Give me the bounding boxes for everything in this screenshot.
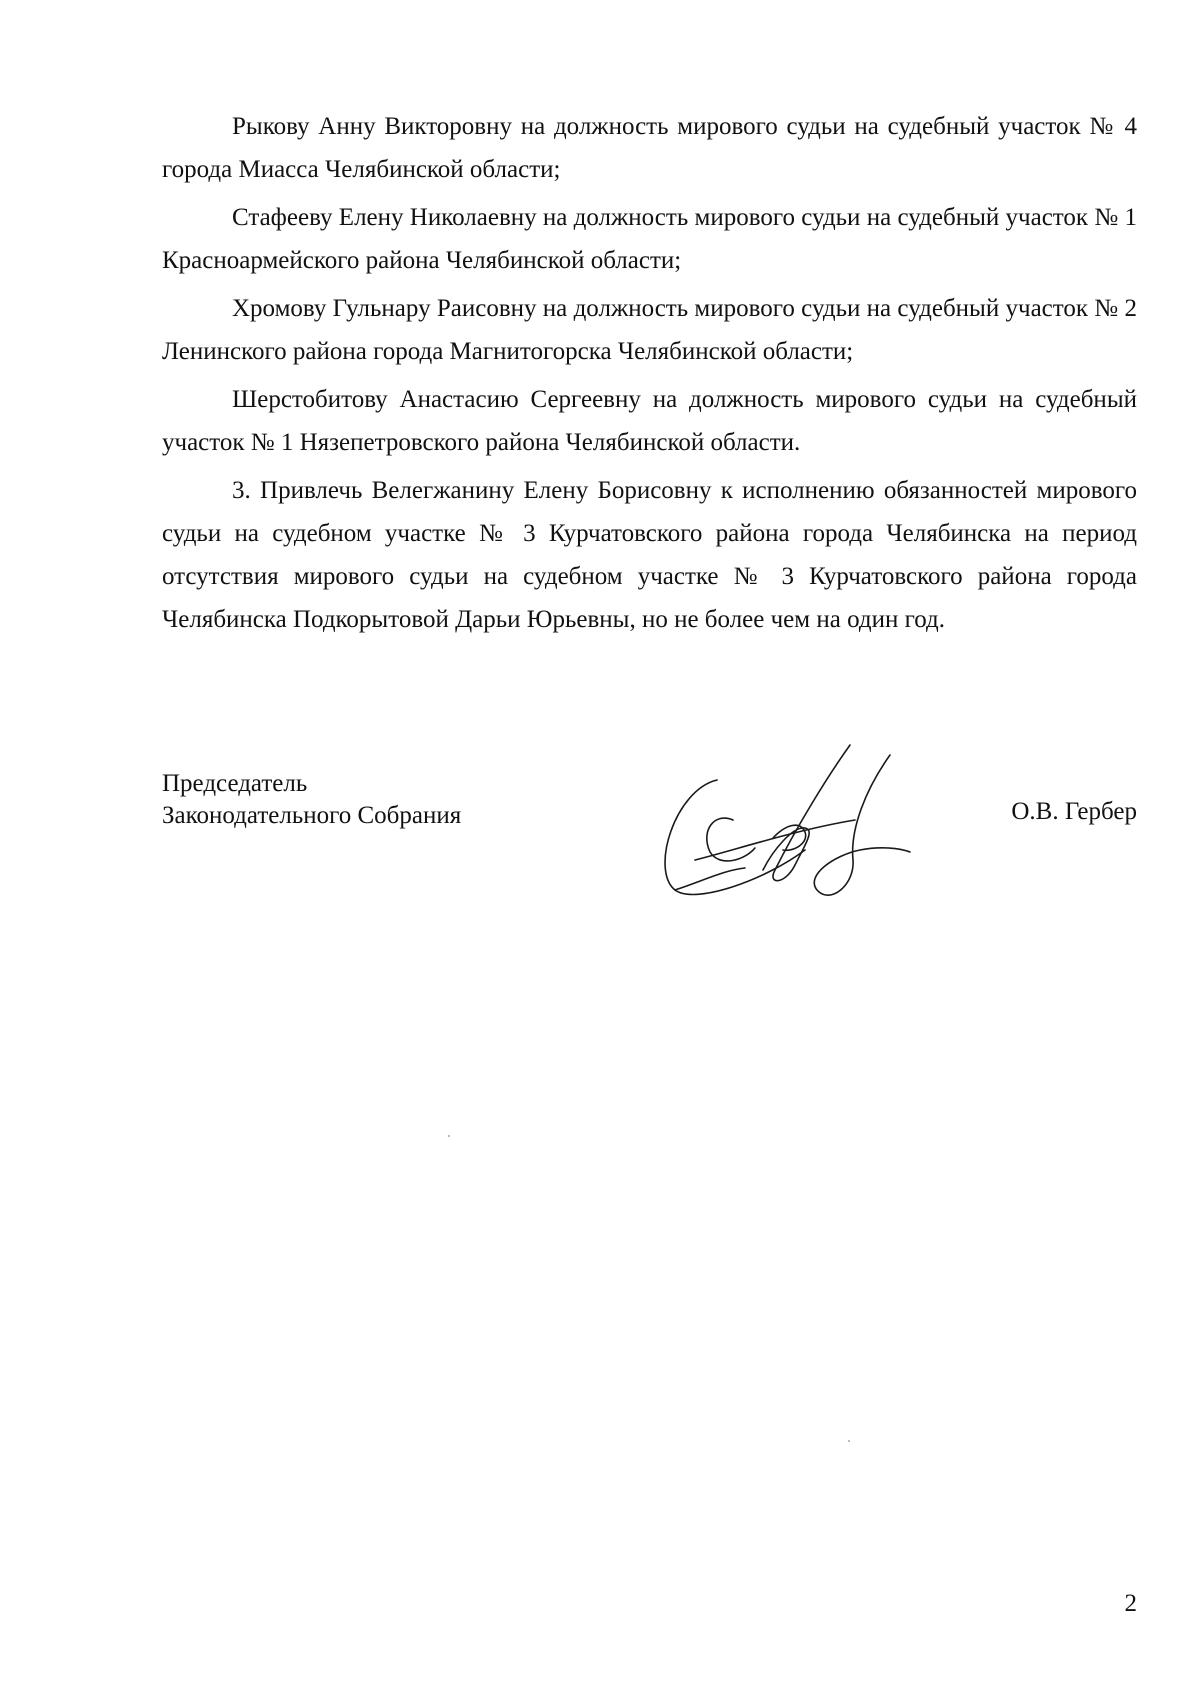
paragraph-2-text: Стафееву Елену Николаевну на должность мирового судьи на судебный участок № 1 Красноармейского района Челябинской области; [162, 204, 1137, 274]
paragraph-2 [162, 196, 1137, 282]
signatory-title [162, 768, 461, 832]
paragraph-5 [162, 469, 1137, 641]
scan-speck [448, 1135, 450, 1137]
paragraph-5-text: 3. Привлечь Велегжанину Елену Борисовну к исполнению обязанностей мирового судьи на судебном участке № 3 Курчатовского района города Челябинска на период отсутствия мирового судьи на судебном участке № 3 Курчатовского района города Челябинска Подкорытовой Дарьи Юрьевны, но не более чем на один год. [162, 477, 1137, 633]
signatory-title-line2: Законодательного Собрания [162, 802, 462, 829]
paragraph-1-text: Рыкову Анну Викторовну на должность мирового судьи на судебный участок № 4 города Миасса Челябинской области; [162, 113, 1137, 183]
handwritten-signature [655, 720, 935, 910]
paragraph-4-text: Шерстобитову Анастасию Сергеевну на должность мирового судьи на судебный участок № 1 Нязепетровского района Челябинской области. [162, 386, 1137, 456]
signatory-title-line1: Председатель [162, 770, 308, 797]
paragraph-3 [162, 287, 1137, 373]
page-number: 2 [1124, 1590, 1137, 1617]
paragraph-4 [162, 378, 1137, 464]
paragraph-1 [162, 105, 1137, 191]
signatory-name: О.В. Гербер [1011, 798, 1137, 825]
scan-speck [848, 1440, 850, 1442]
paragraph-3-text: Хромову Гульнару Раисовну на должность мирового судьи на судебный участок № 2 Ленинского района города Магнитогорска Челябинской области; [162, 295, 1137, 365]
